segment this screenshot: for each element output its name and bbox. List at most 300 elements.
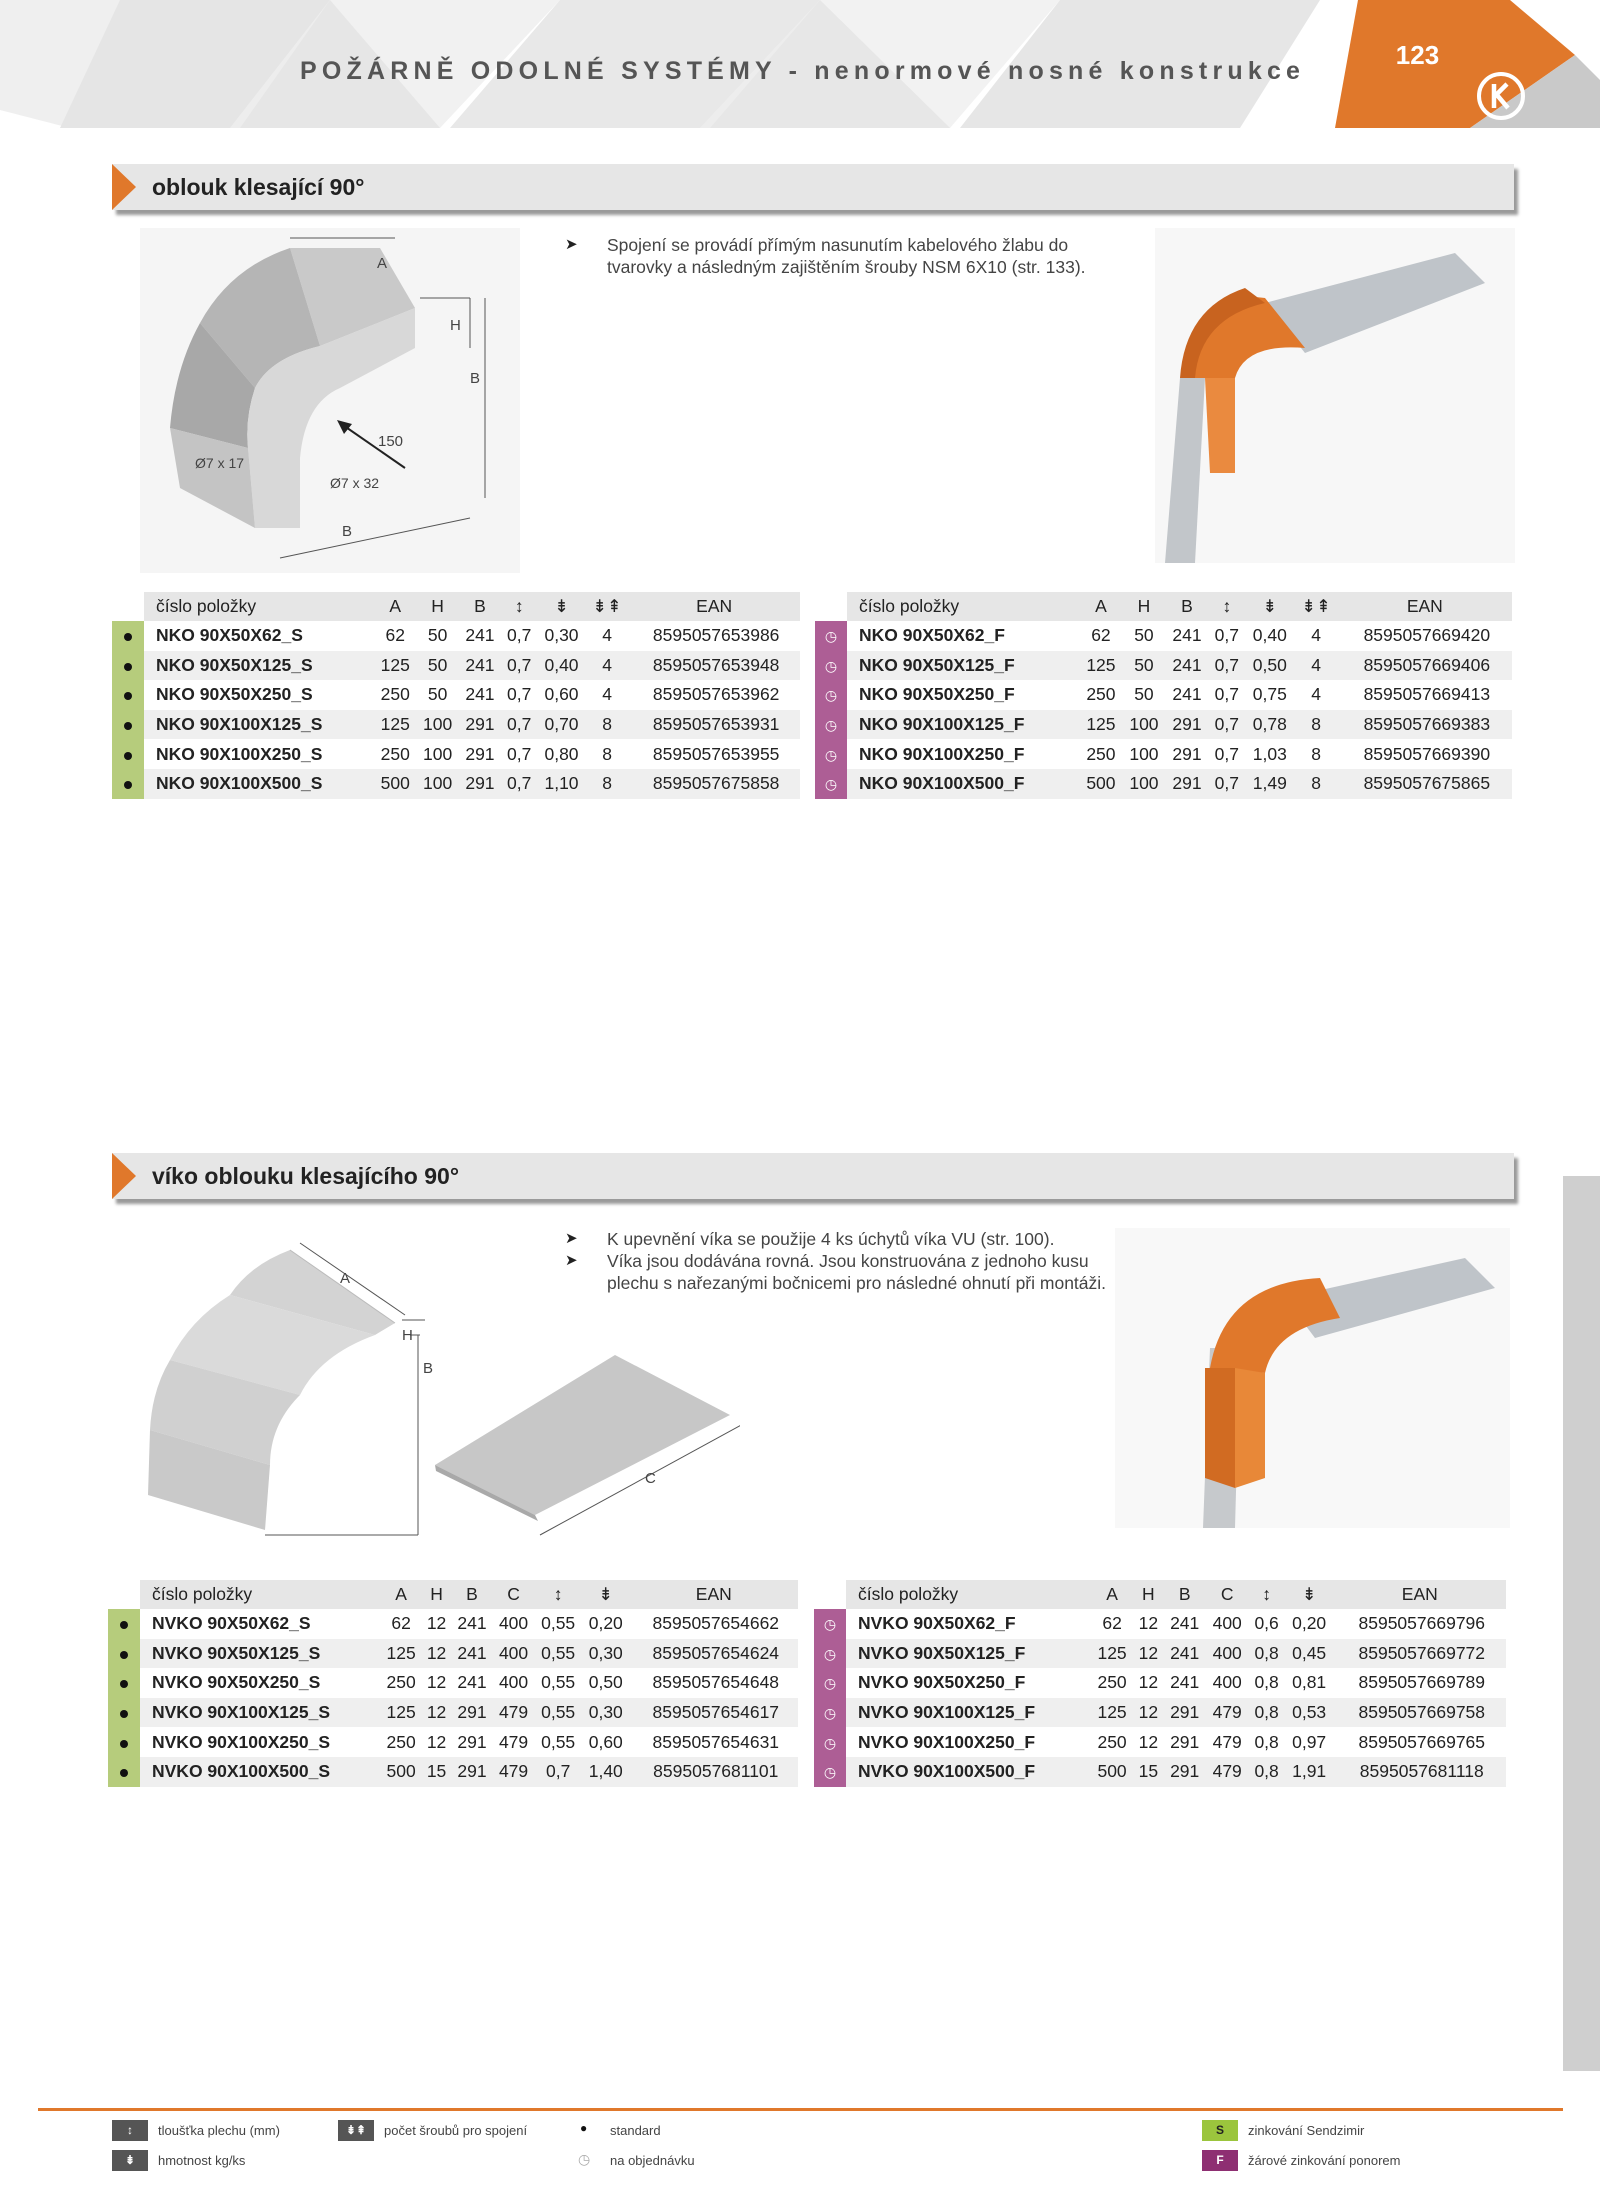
table-cell: 400: [498, 1613, 529, 1634]
table-cell: 479: [1206, 1698, 1249, 1728]
clock-icon: ◷: [814, 1757, 846, 1787]
clock-icon: ◷: [815, 710, 847, 740]
table-cell: 479: [498, 1731, 529, 1752]
table-cell: 0,8: [1254, 1672, 1279, 1693]
spec-table-cover-s: [108, 1580, 798, 1787]
table-cell: 8: [586, 710, 629, 740]
ean-code: 8595057653986: [652, 625, 780, 646]
table-row: [108, 1639, 798, 1669]
table-cell: 0,6: [1254, 1613, 1279, 1634]
item-code: NVKO 90X100X125_F: [846, 1698, 1091, 1728]
table-cell: 0,97: [1292, 1731, 1327, 1752]
standard-dot-icon: [112, 651, 144, 681]
ean-code: 8595057669772: [1334, 1639, 1506, 1669]
standard-dot-icon: ●: [580, 2121, 588, 2135]
bullet-arrow-icon: ➤: [565, 1230, 578, 1247]
item-code: NKO 90X100X500_F: [847, 769, 1079, 799]
table-row: [814, 1698, 1506, 1728]
table-cell: 50: [1134, 625, 1154, 646]
table-cell: 62: [1102, 1613, 1122, 1634]
table-cell: 4: [602, 625, 612, 646]
table-cell: 1,10: [537, 769, 586, 799]
table-cell: 250: [1097, 1731, 1127, 1752]
screws-icon: ⇟⇞: [338, 2120, 374, 2141]
table-row: [108, 1698, 798, 1728]
table-cell: 0,30: [544, 625, 579, 646]
note-item: [563, 1228, 1123, 1250]
table-cell: 12: [1138, 1731, 1159, 1752]
col-header: ⇟: [537, 592, 586, 621]
table-row: [815, 621, 1512, 651]
table-row: [814, 1727, 1506, 1757]
col-header: ↕: [501, 592, 537, 621]
item-code: NKO 90X100X125_S: [144, 710, 374, 740]
table-cell: 4: [602, 684, 612, 705]
table-cell: 100: [416, 710, 458, 740]
legend-screws: počet šroubů pro spojení: [384, 2123, 528, 2138]
ean-code: 8595057653955: [652, 743, 780, 764]
standard-dot-icon: [112, 680, 144, 710]
table-cell: 125: [374, 651, 416, 681]
table-cell: 291: [465, 743, 495, 764]
bend-technical-drawing: [140, 228, 520, 573]
col-header: A: [374, 592, 416, 621]
table-cell: 0,7: [501, 651, 537, 681]
drawing-label-b: B: [342, 523, 353, 540]
table-cell: 500: [380, 1757, 422, 1787]
clock-icon: ◷: [814, 1639, 846, 1669]
table-cell: 291: [1163, 1757, 1206, 1787]
table-cell: 291: [1170, 1731, 1200, 1752]
table-row: [112, 651, 800, 681]
table-cell: 100: [423, 743, 453, 764]
table-cell: 241: [1172, 625, 1202, 646]
section-bar-bend: [112, 164, 1514, 210]
item-code: NVKO 90X50X250_F: [858, 1672, 1026, 1693]
table-cell: 12: [1133, 1639, 1163, 1669]
table-cell: 0,55: [541, 1613, 576, 1634]
col-header: ↕: [534, 1580, 582, 1609]
clock-icon: ◷: [815, 651, 847, 681]
table-cell: 0,55: [534, 1698, 582, 1728]
table-cell: 4: [1311, 625, 1321, 646]
table-cell: 400: [1206, 1639, 1249, 1669]
legend-hot-dip: žárové zinkování ponorem: [1248, 2153, 1401, 2168]
table-cell: 0,30: [582, 1639, 630, 1669]
ean-code: 8595057653931: [628, 710, 800, 740]
table-cell: 250: [1086, 684, 1116, 705]
table-cell: 50: [416, 651, 458, 681]
clock-icon: ◷: [814, 1698, 846, 1728]
table-cell: 50: [1134, 684, 1154, 705]
table-row: [815, 769, 1512, 799]
table-cell: 0,8: [1254, 1731, 1279, 1752]
item-code: NKO 90X100X250_S: [156, 743, 323, 764]
ean-code: 8595057654624: [630, 1639, 798, 1669]
col-header: číslo položky: [140, 1580, 380, 1609]
table-cell: 291: [1163, 1698, 1206, 1728]
table-cell: 0,7: [501, 769, 537, 799]
col-header: EAN: [630, 1580, 798, 1609]
table-cell: 500: [1079, 769, 1122, 799]
table-cell: 8: [602, 743, 612, 764]
table-cell: 0,8: [1248, 1757, 1284, 1787]
legend-on-order: na objednávku: [610, 2153, 695, 2168]
table-cell: 0,78: [1245, 710, 1294, 740]
table-cell: 12: [426, 1672, 447, 1693]
table-row: [814, 1639, 1506, 1669]
table-cell: 0,55: [541, 1672, 576, 1693]
table-cell: 125: [380, 1639, 422, 1669]
table-cell: 1,49: [1245, 769, 1294, 799]
table-cell: 479: [1206, 1757, 1249, 1787]
table-cell: 291: [1165, 710, 1208, 740]
table-row: [112, 710, 800, 740]
table-cell: 12: [1133, 1698, 1163, 1728]
col-header: H: [416, 592, 458, 621]
ean-code: 8595057669413: [1363, 684, 1491, 705]
table-cell: 241: [1172, 684, 1202, 705]
table-cell: 100: [1129, 743, 1159, 764]
drawing-label-hole2: Ø7 x 32: [330, 475, 380, 491]
table-cell: 250: [386, 1672, 416, 1693]
item-code: NKO 90X50X250_F: [859, 684, 1015, 705]
table-cell: 250: [380, 743, 410, 764]
table-cell: 12: [422, 1698, 451, 1728]
standard-dot-icon: [108, 1727, 140, 1757]
col-header: H: [422, 1580, 451, 1609]
table-cell: 0,55: [534, 1639, 582, 1669]
legend-weight: hmotnost kg/ks: [158, 2153, 246, 2168]
table-cell: 125: [1091, 1639, 1134, 1669]
drawing-label-a: A: [377, 255, 388, 272]
col-header: EAN: [628, 592, 800, 621]
table-cell: 0,7: [1214, 625, 1239, 646]
item-code: NVKO 90X50X62_F: [858, 1613, 1016, 1634]
table-cell: 241: [465, 625, 495, 646]
col-header: B: [459, 592, 501, 621]
table-cell: 50: [1122, 651, 1165, 681]
legend-standard: standard: [610, 2123, 661, 2138]
section-arrow-icon: [112, 1153, 136, 1199]
table-cell: 291: [457, 1731, 487, 1752]
sendzimir-badge: S: [1202, 2120, 1238, 2141]
col-header: EAN: [1334, 1580, 1506, 1609]
drawing-label-b-vertical: B: [470, 370, 481, 387]
table-cell: 241: [1165, 651, 1208, 681]
col-header: ⇟⇞: [1294, 592, 1337, 621]
legend-thickness: tloušťka plechu (mm): [158, 2123, 280, 2138]
table-cell: 1,03: [1252, 743, 1287, 764]
bullet-arrow-icon: ➤: [565, 1252, 578, 1269]
table-cell: 250: [1086, 743, 1116, 764]
table-cell: 0,20: [588, 1613, 623, 1634]
table-row: [112, 739, 800, 769]
ean-code: 8595057669406: [1338, 651, 1512, 681]
table-cell: 0,7: [507, 625, 532, 646]
col-header: ⇟: [1285, 1580, 1334, 1609]
ean-code: 8595057654617: [630, 1698, 798, 1728]
table-cell: 4: [586, 651, 629, 681]
table-row: [815, 680, 1512, 710]
drawing-label-b: B: [423, 1360, 434, 1377]
table-cell: 125: [380, 1698, 422, 1728]
item-code: NKO 90X50X250_S: [156, 684, 313, 705]
k-logo-icon: [1475, 70, 1527, 122]
table-cell: 241: [457, 1613, 487, 1634]
col-header: ⇟⇞: [586, 592, 629, 621]
spec-table-cover-f: [814, 1580, 1506, 1787]
standard-dot-icon: [108, 1757, 140, 1787]
table-cell: 12: [1138, 1613, 1159, 1634]
table-cell: 0,7: [1208, 769, 1245, 799]
table-cell: 8: [1311, 743, 1321, 764]
table-cell: 291: [451, 1698, 493, 1728]
table-cell: 400: [493, 1639, 535, 1669]
table-cell: 100: [1122, 769, 1165, 799]
table-row: [814, 1668, 1506, 1698]
ean-code: 8595057654648: [652, 1672, 780, 1693]
table-cell: 0,40: [537, 651, 586, 681]
table-cell: 500: [374, 769, 416, 799]
col-header: ↕: [1248, 1580, 1284, 1609]
table-cell: 62: [391, 1613, 411, 1634]
table-cell: 400: [498, 1672, 529, 1693]
clock-icon: ◷: [814, 1609, 846, 1639]
ean-code: 8595057669383: [1338, 710, 1512, 740]
table-cell: 12: [1138, 1672, 1159, 1693]
ean-code: 8595057675858: [628, 769, 800, 799]
table-cell: 15: [422, 1757, 451, 1787]
table-row: [815, 739, 1512, 769]
col-header: ⇟: [1245, 592, 1294, 621]
ean-code: 8595057669758: [1334, 1698, 1506, 1728]
col-header: číslo položky: [144, 592, 374, 621]
table-cell: 0,50: [1245, 651, 1294, 681]
table-cell: 479: [493, 1757, 535, 1787]
table-cell: 62: [385, 625, 405, 646]
ean-code: 8595057653962: [652, 684, 780, 705]
table-row: [814, 1609, 1506, 1639]
ean-code: 8595057669420: [1363, 625, 1491, 646]
table-row: [112, 680, 800, 710]
standard-dot-icon: [112, 621, 144, 651]
table-cell: 0,7: [507, 743, 532, 764]
col-header: H: [1133, 1580, 1163, 1609]
table-cell: 12: [422, 1639, 451, 1669]
col-header: ⇟: [582, 1580, 630, 1609]
table-cell: 0,7: [534, 1757, 582, 1787]
table-cell: 12: [426, 1613, 447, 1634]
side-band: [1563, 1176, 1600, 2071]
ean-code: 8595057669796: [1358, 1613, 1486, 1634]
table-cell: 291: [451, 1757, 493, 1787]
table-cell: 0,7: [1214, 743, 1239, 764]
drawing-label-a: A: [340, 1270, 351, 1287]
table-cell: 0,30: [582, 1698, 630, 1728]
weight-icon: ⇟: [112, 2150, 148, 2171]
table-cell: 0,40: [1252, 625, 1287, 646]
page-header-title: POŽÁRNĚ ODOLNÉ SYSTÉMY - nenormové nosné konstrukce: [300, 57, 1306, 85]
table-row: [815, 710, 1512, 740]
item-code: NVKO 90X100X500_S: [140, 1757, 380, 1787]
note-text: K upevnění víka se použije 4 ks úchytů víka VU (str. 100).: [607, 1229, 1055, 1249]
table-row: [815, 651, 1512, 681]
table-cell: 50: [427, 684, 448, 705]
cover-product-photo: [1115, 1228, 1510, 1528]
clock-icon: ◷: [815, 680, 847, 710]
note-text: Víka jsou dodávána rovná. Jsou konstruována z jednoho kusu plechu s nařezanými bočnicemi pro následné ohnutí při montáži.: [607, 1251, 1107, 1293]
ean-code: 8595057653948: [628, 651, 800, 681]
footer-divider: [38, 2108, 1563, 2111]
col-header: B: [1163, 1580, 1206, 1609]
table-cell: 0,60: [588, 1731, 623, 1752]
drawing-label-hole1: Ø7 x 17: [195, 455, 245, 471]
item-code: NKO 90X100X500_S: [144, 769, 374, 799]
item-code: NKO 90X50X125_F: [847, 651, 1079, 681]
table-cell: 479: [493, 1698, 535, 1728]
table-cell: 250: [386, 1731, 416, 1752]
table-cell: 62: [1091, 625, 1111, 646]
table-cell: 479: [1212, 1731, 1242, 1752]
table-cell: 400: [1212, 1613, 1242, 1634]
item-code: NVKO 90X50X62_S: [152, 1613, 311, 1634]
table-cell: 0,53: [1285, 1698, 1334, 1728]
table-row: [814, 1757, 1506, 1787]
table-cell: 0,70: [537, 710, 586, 740]
table-cell: 8: [1294, 710, 1337, 740]
table-cell: 100: [1122, 710, 1165, 740]
table-cell: 241: [1163, 1639, 1206, 1669]
table-row: [108, 1609, 798, 1639]
item-code: NVKO 90X100X125_S: [140, 1698, 380, 1728]
standard-dot-icon: [108, 1639, 140, 1669]
table-cell: 4: [1294, 651, 1337, 681]
item-code: NKO 90X100X250_F: [859, 743, 1025, 764]
hot-dip-badge: F: [1202, 2150, 1238, 2171]
table-cell: 12: [426, 1731, 447, 1752]
ean-code: 8595057681101: [630, 1757, 798, 1787]
notes-list: [563, 1228, 1123, 1294]
table-cell: 241: [459, 651, 501, 681]
table-cell: 125: [374, 710, 416, 740]
table-cell: 8: [1294, 769, 1337, 799]
drawing-label-h: H: [402, 1327, 413, 1344]
table-cell: 0,50: [588, 1672, 623, 1693]
bullet-arrow-icon: ➤: [565, 236, 578, 253]
note-item: [563, 1250, 1123, 1294]
table-cell: 0,8: [1248, 1698, 1284, 1728]
table-row: [108, 1668, 798, 1698]
table-cell: 0,55: [541, 1731, 576, 1752]
clock-icon: ◷: [815, 739, 847, 769]
table-cell: 291: [459, 710, 501, 740]
table-row: [108, 1757, 798, 1787]
table-cell: 1,91: [1285, 1757, 1334, 1787]
table-cell: 8: [586, 769, 629, 799]
clock-icon: ◷: [815, 621, 847, 651]
note-item: [563, 234, 1123, 278]
clock-icon: ◷: [814, 1668, 846, 1698]
standard-dot-icon: [112, 710, 144, 740]
table-cell: 241: [1170, 1672, 1200, 1693]
section-bar-cover: [112, 1153, 1514, 1199]
table-cell: 100: [416, 769, 458, 799]
clock-icon: ◷: [815, 769, 847, 799]
ean-code: 8595057654631: [652, 1731, 780, 1752]
bend-product-photo: [1155, 228, 1515, 563]
table-row: [112, 621, 800, 651]
table-cell: 0,7: [501, 710, 537, 740]
table-row: [112, 769, 800, 799]
table-cell: 125: [1079, 710, 1122, 740]
col-header: ↕: [1208, 592, 1245, 621]
table-cell: 0,45: [1285, 1639, 1334, 1669]
table-cell: 250: [1097, 1672, 1127, 1693]
table-row: [108, 1727, 798, 1757]
table-cell: 0,7: [1208, 651, 1245, 681]
page-number: 123: [1395, 40, 1440, 70]
ean-code: 8595057669789: [1358, 1672, 1486, 1693]
table-cell: 1,40: [582, 1757, 630, 1787]
col-header: C: [1206, 1580, 1249, 1609]
item-code: NVKO 90X50X125_S: [140, 1639, 380, 1669]
col-header: H: [1122, 592, 1165, 621]
table-cell: 125: [1079, 651, 1122, 681]
table-cell: 241: [457, 1672, 487, 1693]
table-cell: 0,81: [1292, 1672, 1327, 1693]
table-cell: 50: [427, 625, 448, 646]
table-cell: 241: [1170, 1613, 1200, 1634]
col-header: B: [1165, 592, 1208, 621]
table-cell: 0,60: [544, 684, 579, 705]
drawing-label-radius: 150: [378, 433, 404, 450]
col-header: B: [451, 1580, 493, 1609]
table-cell: 0,8: [1248, 1639, 1284, 1669]
section-arrow-icon: [112, 164, 136, 210]
table-cell: 291: [459, 769, 501, 799]
table-cell: 250: [380, 684, 410, 705]
col-header: A: [1091, 1580, 1134, 1609]
ean-code: 8595057654662: [652, 1613, 780, 1634]
ean-code: 8595057675865: [1338, 769, 1512, 799]
section-title: oblouk klesající 90°: [152, 174, 365, 200]
table-cell: 0,7: [1214, 684, 1239, 705]
col-header: číslo položky: [846, 1580, 1091, 1609]
section-title: víko oblouku klesajícího 90°: [152, 1163, 460, 1189]
table-cell: 0,7: [507, 684, 532, 705]
standard-dot-icon: [112, 769, 144, 799]
item-code: NKO 90X50X125_S: [144, 651, 374, 681]
table-cell: 291: [1172, 743, 1202, 764]
table-cell: 4: [1311, 684, 1321, 705]
table-cell: 400: [1212, 1672, 1242, 1693]
item-code: NVKO 90X50X125_F: [846, 1639, 1091, 1669]
item-code: NVKO 90X50X250_S: [152, 1672, 321, 1693]
standard-dot-icon: [108, 1698, 140, 1728]
table-cell: 0,7: [1208, 710, 1245, 740]
table-cell: 125: [1091, 1698, 1134, 1728]
spec-table-bend-s: [112, 592, 800, 799]
drawing-label-h: H: [450, 317, 461, 334]
standard-dot-icon: [112, 739, 144, 769]
item-code: NVKO 90X100X250_S: [152, 1731, 331, 1752]
item-code: NVKO 90X100X250_F: [858, 1731, 1036, 1752]
table-cell: 0,75: [1252, 684, 1287, 705]
standard-dot-icon: [108, 1609, 140, 1639]
table-cell: 241: [451, 1639, 493, 1669]
col-header: EAN: [1338, 592, 1512, 621]
